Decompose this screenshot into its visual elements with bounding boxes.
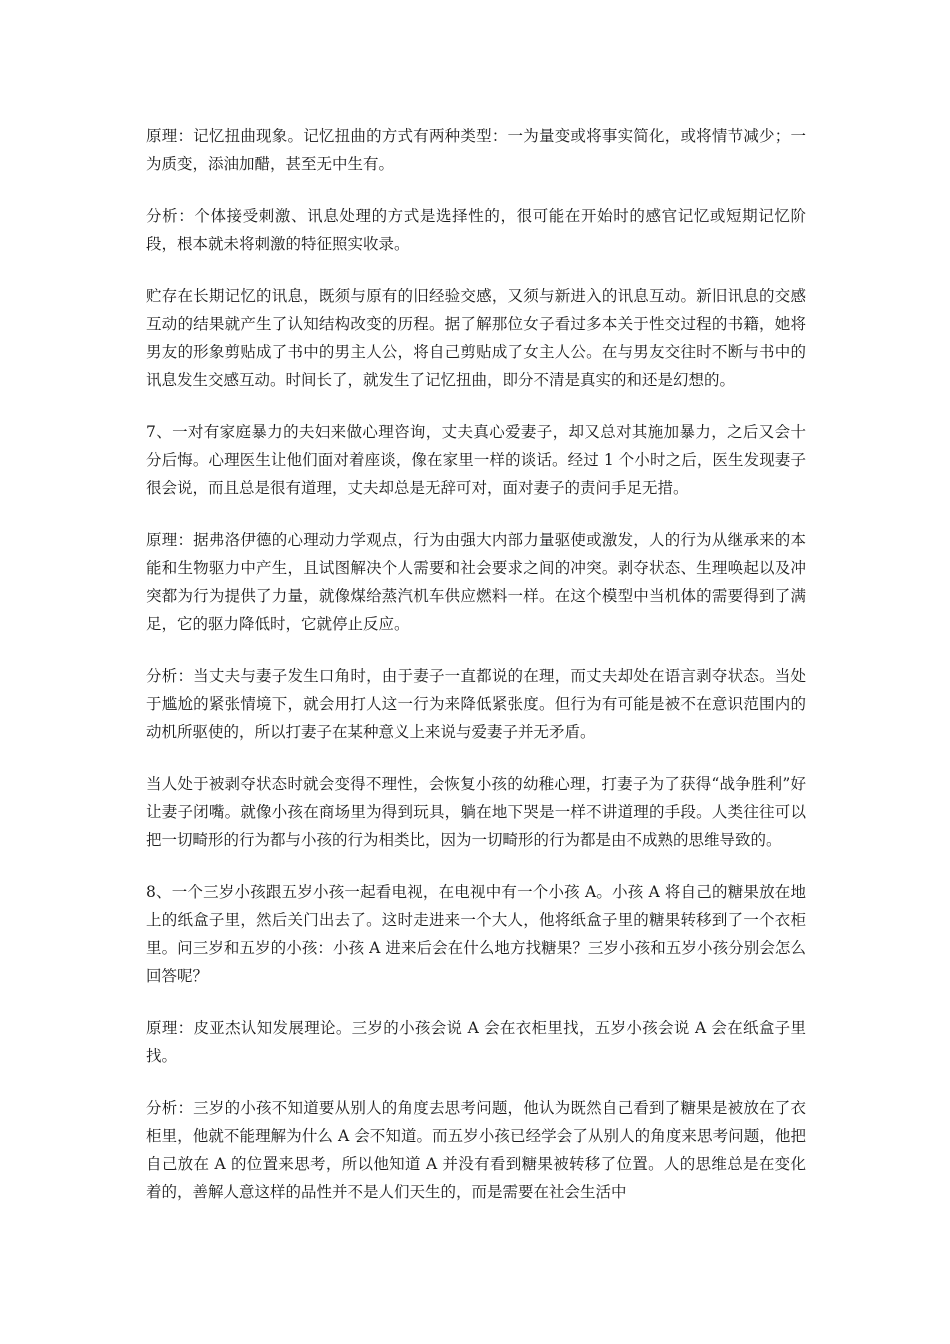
paragraph-case-8-principle: 原理：皮亚杰认知发展理论。三岁的小孩会说 A 会在衣柜里找，五岁小孩会说 A 会在纸盒子里找。 — [146, 1019, 806, 1065]
paragraph-case-8-analysis: 分析：三岁的小孩不知道要从别人的角度去思考问题，他认为既然自己看到了糖果是被放在了衣柜里，他就不能理解为什么 A 会不知道。而五岁小孩已经学会了从别人的角度来思考问题，他把自己放在 A 的位置来思考，所以他知道 A 并没有看到糖果被转移了位置。人的思维总是在变化着的，善解人意这样的品性并不是人们天生的，而是需要在社会生活中 — [146, 1099, 806, 1201]
paragraph-case-8: 8、一个三岁小孩跟五岁小孩一起看电视，在电视中有一个小孩 A。小孩 A 将自己的糖果放在地上的纸盒子里，然后关门出去了。这时走进来一个大人，他将纸盒子里的糖果转移到了一个衣柜里。问三岁和五岁的小孩：小孩 A 进来后会在什么地方找糖果？三岁小孩和五岁小孩分别会怎么回答呢？ — [146, 883, 806, 985]
paragraph-case-7: 7、一对有家庭暴力的夫妇来做心理咨询，丈夫真心爱妻子，却又总对其施加暴力，之后又会十分后悔。心理医生让他们面对着座谈，像在家里一样的谈话。经过 1 个小时之后，医生发现妻子很会说，而且总是很有道理，丈夫却总是无辞可对，面对妻子的责问手足无措。 — [146, 423, 806, 497]
document-body — [146, 122, 806, 1230]
paragraph-case-7-principle: 原理：据弗洛伊德的心理动力学观点，行为由强大内部力量驱使或激发，人的行为从继承来的本能和生物驱力中产生，且试图解决个人需要和社会要求之间的冲突。剥夺状态、生理唤起以及冲突都为行为提供了力量，就像煤给蒸汽机车供应燃料一样。在这个模型中当机体的需要得到了满足，它的驱力降低时，它就停止反应。 — [146, 531, 806, 633]
paragraph-memory-distortion-analysis: 分析：个体接受刺激、讯息处理的方式是选择性的，很可能在开始时的感官记忆或短期记忆阶段，根本就未将刺激的特征照实收录。 — [146, 207, 806, 253]
paragraph-memory-distortion-principle: 原理：记忆扭曲现象。记忆扭曲的方式有两种类型：一为量变或将事实简化，或将情节减少；一为质变，添油加醋，甚至无中生有。 — [146, 127, 806, 173]
paragraph-case-7-analysis: 分析：当丈夫与妻子发生口角时，由于妻子一直都说的在理，而丈夫却处在语言剥夺状态。当处于尴尬的紧张情境下，就会用打人这一行为来降低紧张度。但行为有可能是被不在意识范围内的动机所驱使的，所以打妻子在某种意义上来说与爱妻子并无矛盾。 — [146, 667, 806, 741]
paragraph-long-term-memory: 贮存在长期记忆的讯息，既须与原有的旧经验交感，又须与新进入的讯息互动。新旧讯息的交感互动的结果就产生了认知结构改变的历程。据了解那位女子看过多本关于性交过程的书籍，她将男友的形象剪贴成了书中的男主人公，将自己剪贴成了女主人公。在与男友交往时不断与书中的讯息发生交感互动。时间长了，就发生了记忆扭曲，即分不清是真实的和还是幻想的。 — [146, 287, 806, 389]
paragraph-case-7-deprivation: 当人处于被剥夺状态时就会变得不理性，会恢复小孩的幼稚心理，打妻子为了获得“战争胜利”好让妻子闭嘴。就像小孩在商场里为得到玩具，躺在地下哭是一样不讲道理的手段。人类往往可以把一切畸形的行为都与小孩的行为相类比，因为一切畸形的行为都是由不成熟的思维导致的。 — [146, 775, 806, 849]
